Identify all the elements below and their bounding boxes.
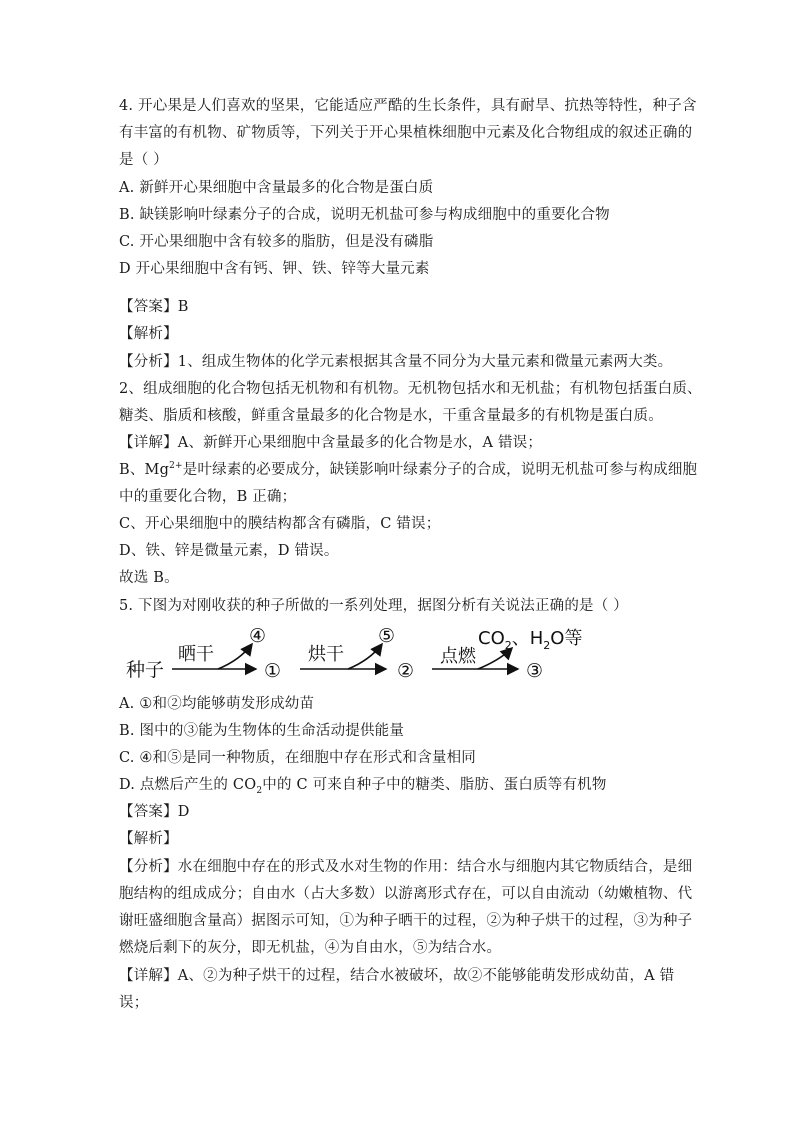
q4-detail-line-1: 【详解】A、新鲜开心果细胞中含量最多的化合物是水，A 错误； [119, 435, 543, 451]
q5-fenxi-line-1: 【分析】水在细胞中存在的形式及水对生物的作用：结合水与细胞内其它物质结合，是细 [119, 859, 693, 875]
q4-option-a: A. 新鲜开心果细胞中含量最多的化合物是蛋白质 [119, 180, 434, 196]
q5-option-a: A. ①和②均能够萌发形成幼苗 [119, 696, 315, 712]
diagram-step-sun-dry: 晒干 [178, 644, 214, 665]
q5-answer: 【答案】D [119, 804, 190, 820]
q5-option-d-rest: 中的 C 可来自种子中的糖类、脂肪、蛋白质等有机物 [262, 777, 607, 793]
q5-option-b: B. 图中的③能为生物体的生命活动提供能量 [119, 723, 405, 739]
q4-conclusion: 故选 B。 [119, 570, 179, 586]
diagram-n5: ⑤ [378, 625, 396, 647]
diagram-curve-arrow-2 [348, 644, 382, 669]
q4-detail-mg-charge: 2+ [169, 461, 183, 472]
diagram-seed-label: 种子 [126, 659, 165, 681]
q5-option-d-sub: 2 [256, 785, 263, 796]
q5-option-d-start: D. 点燃后产生的 CO [119, 777, 257, 793]
diagram-products-co: CO [478, 628, 505, 649]
q4-fenxi-line-1: 【分析】1、组成生物体的化学元素根据其含量不同分为大量元素和微量元素两大类。 [119, 354, 673, 370]
q4-fenxi-line-3: 糖类、脂质和核酸，鲜重含量最多的化合物是水，干重含量最多的有机物是蛋白质。 [119, 408, 663, 424]
q4-analysis-heading: 【解析】 [119, 326, 178, 342]
diagram-curve-arrow-1 [218, 644, 252, 669]
q4-fenxi-line-2: 2、组成细胞的化合物包括无机物和有机物。无机物包括水和无机盐；有机物包括蛋白质、 [119, 381, 702, 397]
diagram-products [478, 628, 582, 652]
q5-fenxi-line-4: 燃烧后剩下的灰分，即无机盐，④为自由水，⑤为结合水。 [119, 940, 502, 956]
q4-stem-line-3: 是（ ） [119, 152, 168, 168]
q4-detail-mg: B、Mg [119, 462, 170, 478]
diagram-products-sub-2: 2 [543, 639, 551, 652]
q4-option-b: B. 缺镁影响叶绿素分子的合成，说明无机盐可参与构成细胞中的重要化合物 [119, 207, 610, 223]
q5-option-d [119, 775, 607, 795]
diagram-n3: ③ [526, 660, 544, 682]
q5-fenxi-line-3: 谢旺盛细胞含量高）据图示可知，①为种子晒干的过程，②为种子烘干的过程，③为种子 [119, 913, 693, 929]
q4-answer: 【答案】B [119, 299, 189, 315]
q5-analysis-heading: 【解析】 [119, 831, 178, 847]
diagram-n2: ② [397, 660, 415, 682]
q4-detail-line-3: 中的重要化合物，B 正确； [119, 489, 297, 505]
q4-detail-line-4: C、开心果细胞中的膜结构都含有磷脂，C 错误； [119, 516, 441, 532]
q4-stem-line-2: 有丰富的有机物、矿物质等，下列关于开心果植株细胞中元素及化合物组成的叙述正确的 [119, 125, 693, 141]
q5-option-c: C. ④和⑤是同一种物质，在细胞中存在形式和含量相同 [119, 750, 476, 766]
q4-detail-line-2-rest: 是叶绿素的必要成分，缺镁影响叶绿素分子的合成，说明无机盐可参与构成细胞 [182, 462, 698, 478]
diagram-step-burn: 点燃 [440, 646, 476, 667]
diagram-products-h: 、H [511, 628, 544, 649]
q5-fenxi-line-2: 胞结构的组成成分；自由水（占大多数）以游离形式存在，可以自由流动（幼嫩植物、代 [119, 886, 693, 902]
q5-stem: 5. 下图为对刚收获的种子所做的一系列处理，据图分析有关说法正确的是（ ） [119, 598, 628, 614]
q4-option-d: D 开心果细胞中含有钙、钾、铁、锌等大量元素 [119, 261, 430, 277]
q4-detail-line-5: D、铁、锌是微量元素，D 错误。 [119, 543, 339, 559]
diagram-products-o: O等 [550, 628, 583, 649]
q4-detail-line-2 [119, 460, 697, 480]
diagram-step-oven-dry: 烘干 [308, 644, 344, 665]
diagram-products-sub-1: 2 [504, 639, 512, 652]
diagram-n1: ① [264, 660, 282, 682]
q5-detail-line-2: 误； [119, 995, 149, 1011]
seed-processing-diagram [122, 620, 602, 690]
q4-option-c: C. 开心果细胞中含有较多的脂肪，但是没有磷脂 [119, 234, 434, 250]
q4-stem-line-1: 4. 开心果是人们喜欢的坚果，它能适应严酷的生长条件，具有耐旱、抗热等特性，种子含 [119, 98, 697, 114]
diagram-n4: ④ [249, 625, 267, 647]
q5-detail-line-1: 【详解】A、②为种子烘干的过程，结合水被破坏，故②不能够能萌发形成幼苗，A 错 [119, 968, 675, 984]
